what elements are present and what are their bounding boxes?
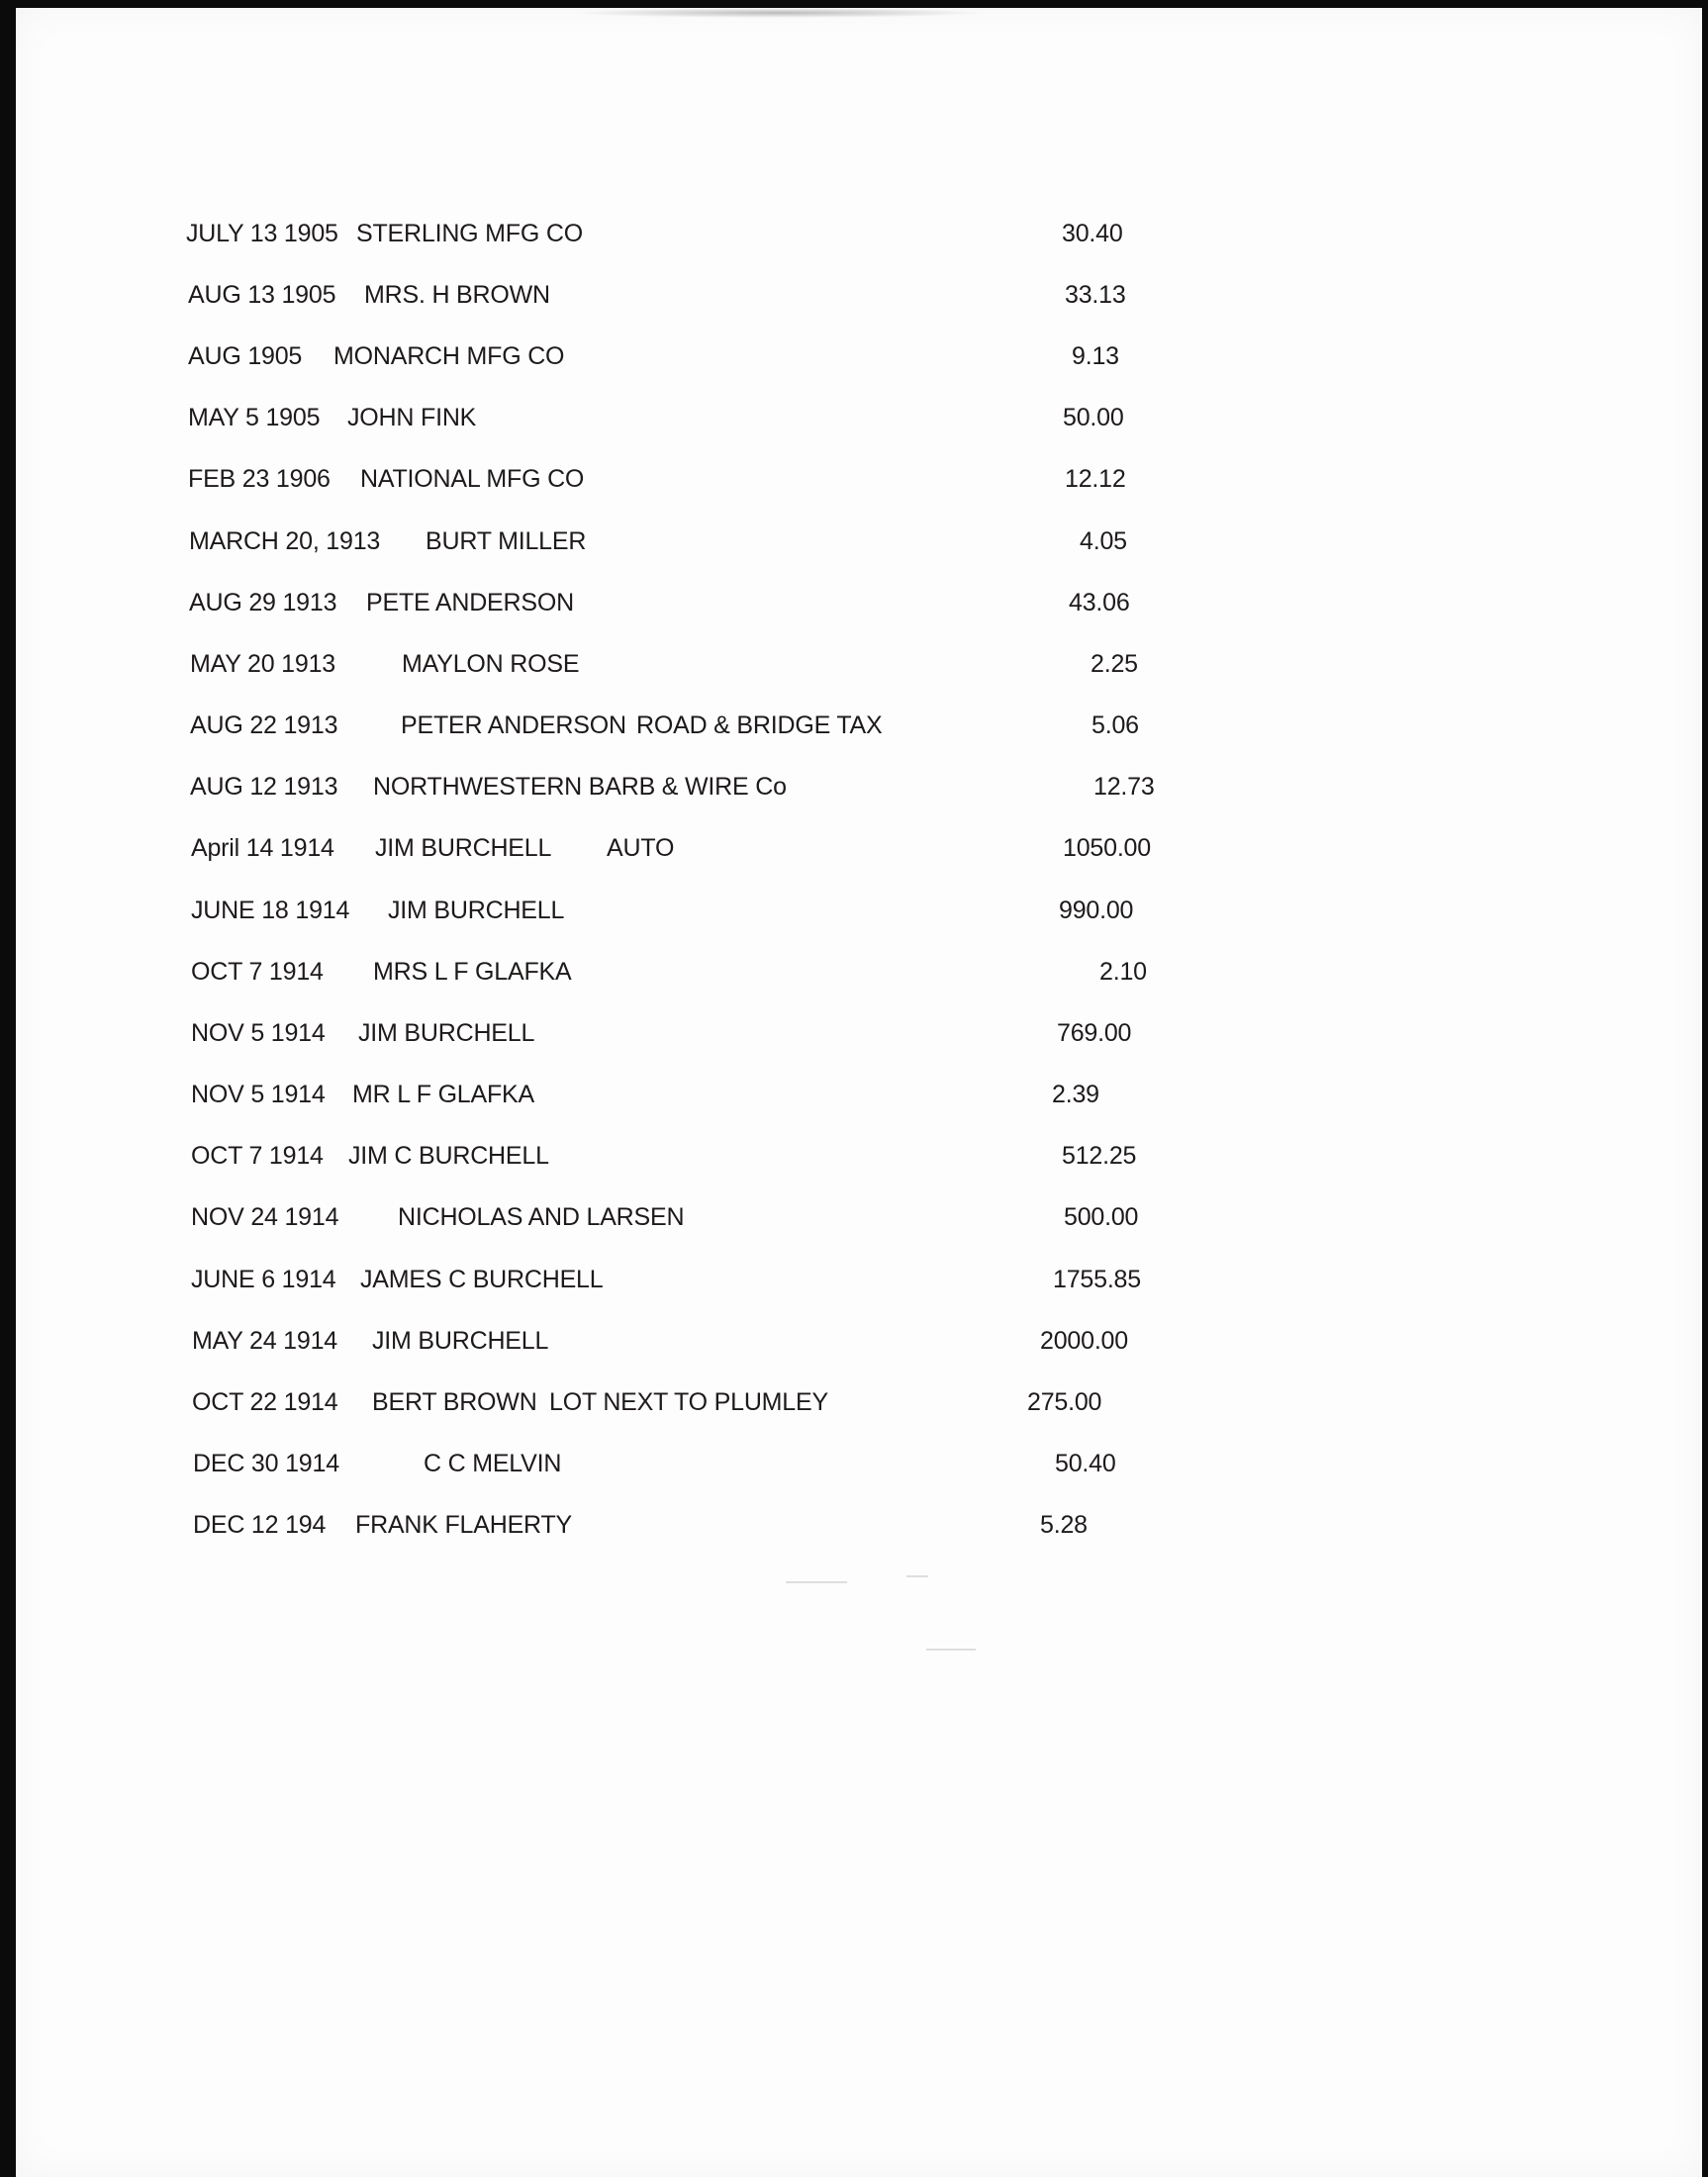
entry-note: LOT NEXT TO PLUMLEY (549, 1388, 828, 1416)
ledger-row (16, 1081, 1702, 1120)
ledger-row (16, 1019, 1702, 1059)
entry-amount: 12.12 (1065, 465, 1126, 493)
ledger-row (16, 773, 1702, 812)
scan-shadow (570, 8, 986, 18)
entry-payee: PETER ANDERSON (401, 711, 626, 739)
entry-date: OCT 7 1914 (191, 958, 324, 986)
ledger-row (16, 527, 1702, 567)
entry-amount: 30.40 (1062, 220, 1123, 247)
entry-date: OCT 7 1914 (191, 1142, 324, 1170)
entry-payee: JIM BURCHELL (372, 1327, 549, 1355)
entry-amount: 2000.00 (1040, 1327, 1128, 1355)
entry-date: JULY 13 1905 (186, 220, 338, 247)
entry-amount: 5.28 (1040, 1511, 1088, 1539)
entry-date: MAY 20 1913 (190, 650, 335, 678)
entry-payee: PETE ANDERSON (366, 589, 574, 616)
entry-payee: JIM C BURCHELL (348, 1142, 549, 1170)
entry-amount: 43.06 (1069, 589, 1130, 616)
entry-payee: JIM BURCHELL (375, 834, 552, 862)
entry-amount: 990.00 (1059, 897, 1134, 924)
entry-payee: NATIONAL MFG CO (360, 465, 585, 493)
entry-date: MARCH 20, 1913 (189, 527, 381, 555)
entry-payee: JIM BURCHELL (388, 897, 565, 924)
entry-amount: 12.73 (1093, 773, 1155, 801)
document-page (16, 8, 1702, 2177)
entry-date: JUNE 18 1914 (191, 897, 350, 924)
entry-amount: 2.39 (1052, 1081, 1099, 1108)
entry-date: DEC 12 194 (193, 1511, 327, 1539)
entry-amount: 9.13 (1072, 342, 1119, 370)
entry-payee: JOHN FINK (347, 404, 477, 431)
ledger-row (16, 711, 1702, 751)
entry-payee: NICHOLAS AND LARSEN (398, 1203, 685, 1231)
entry-note: ROAD & BRIDGE TAX (636, 711, 883, 739)
entry-date: NOV 5 1914 (191, 1081, 326, 1108)
ledger-row (16, 281, 1702, 321)
ledger-row (16, 1327, 1702, 1367)
ledger-row (16, 958, 1702, 997)
ledger-row (16, 897, 1702, 936)
ledger-row (16, 650, 1702, 690)
entry-amount: 2.25 (1091, 650, 1138, 678)
entry-payee: C C MELVIN (424, 1450, 562, 1477)
entry-amount: 500.00 (1064, 1203, 1139, 1231)
scan-mark (926, 1649, 976, 1651)
entry-date: NOV 5 1914 (191, 1019, 326, 1047)
ledger-row (16, 1266, 1702, 1305)
entry-date: AUG 1905 (188, 342, 303, 370)
ledger-row (16, 1388, 1702, 1428)
entry-amount: 4.05 (1080, 527, 1127, 555)
entry-date: AUG 12 1913 (190, 773, 338, 801)
entry-amount: 769.00 (1057, 1019, 1132, 1047)
ledger-row (16, 342, 1702, 382)
scan-mark (906, 1575, 928, 1577)
ledger-row (16, 465, 1702, 505)
entry-payee: NORTHWESTERN BARB & WIRE Co (373, 773, 787, 801)
entry-amount: 33.13 (1065, 281, 1126, 309)
ledger-row (16, 1511, 1702, 1551)
ledger-row (16, 1142, 1702, 1182)
scan-mark (786, 1581, 847, 1583)
entry-date: OCT 22 1914 (192, 1388, 338, 1416)
entry-amount: 5.06 (1091, 711, 1139, 739)
entry-note: AUTO (607, 834, 675, 862)
entry-date: AUG 22 1913 (190, 711, 338, 739)
entry-date: MAY 24 1914 (192, 1327, 337, 1355)
entry-date: JUNE 6 1914 (191, 1266, 336, 1293)
entry-date: NOV 24 1914 (191, 1203, 339, 1231)
entry-payee: JIM BURCHELL (358, 1019, 535, 1047)
entry-date: April 14 1914 (191, 834, 334, 862)
entry-payee: MRS L F GLAFKA (373, 958, 572, 986)
entry-payee: MR L F GLAFKA (352, 1081, 535, 1108)
ledger-row (16, 220, 1702, 259)
entry-payee: MRS. H BROWN (364, 281, 550, 309)
entry-amount: 512.25 (1062, 1142, 1137, 1170)
entry-date: DEC 30 1914 (193, 1450, 339, 1477)
entry-payee: STERLING MFG CO (356, 220, 583, 247)
entry-amount: 50.00 (1063, 404, 1124, 431)
entry-payee: MAYLON ROSE (402, 650, 580, 678)
entry-amount: 1050.00 (1063, 834, 1151, 862)
entry-payee: BERT BROWN (372, 1388, 537, 1416)
entry-date: FEB 23 1906 (188, 465, 331, 493)
entry-amount: 2.10 (1099, 958, 1147, 986)
entry-amount: 275.00 (1027, 1388, 1102, 1416)
entry-payee: JAMES C BURCHELL (360, 1266, 604, 1293)
entry-payee: BURT MILLER (426, 527, 587, 555)
entry-amount: 1755.85 (1053, 1266, 1141, 1293)
entry-date: AUG 13 1905 (188, 281, 336, 309)
ledger-row (16, 589, 1702, 628)
entry-payee: MONARCH MFG CO (333, 342, 565, 370)
entry-date: MAY 5 1905 (188, 404, 321, 431)
entry-amount: 50.40 (1055, 1450, 1116, 1477)
entry-payee: FRANK FLAHERTY (355, 1511, 573, 1539)
ledger-row (16, 404, 1702, 443)
ledger-row (16, 1450, 1702, 1489)
entry-date: AUG 29 1913 (189, 589, 337, 616)
ledger-row (16, 834, 1702, 874)
ledger-row (16, 1203, 1702, 1243)
